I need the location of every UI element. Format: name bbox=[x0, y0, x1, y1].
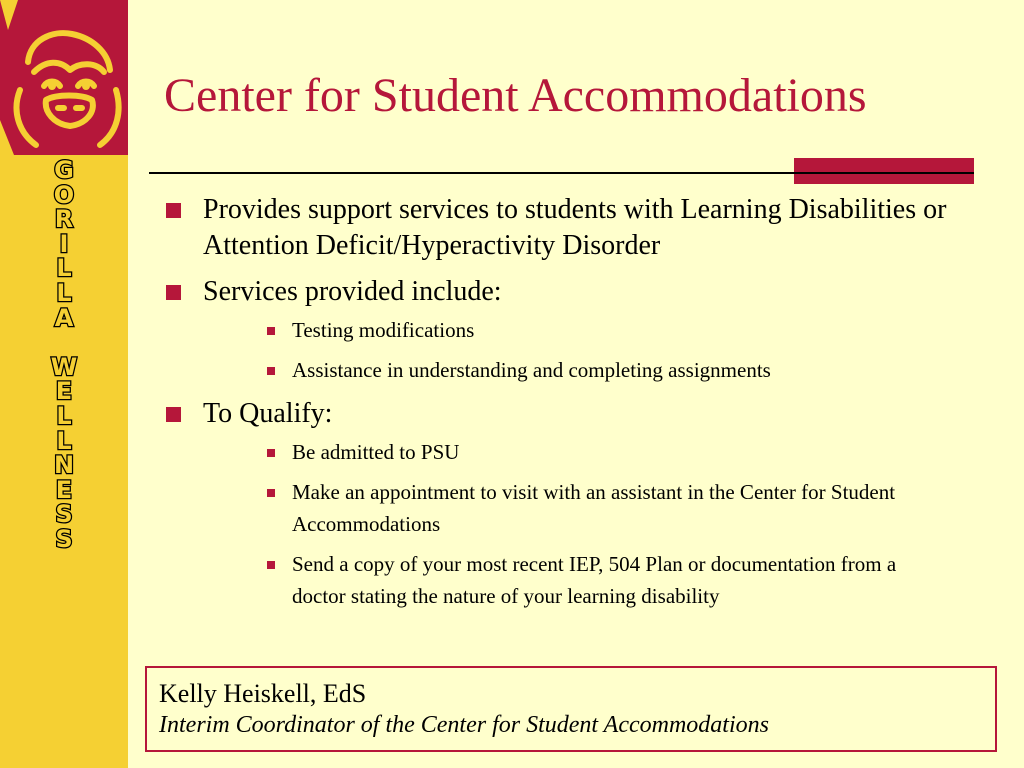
sub-bullet-assistance: Assistance in understanding and completing assignments bbox=[267, 354, 946, 386]
sub-bullet-appointment: Make an appointment to visit with an assistant in the Center for Student Accommodations bbox=[267, 476, 946, 540]
bullet-services-provided: Services provided include: bbox=[166, 274, 976, 310]
vertical-letter: A bbox=[54, 303, 74, 332]
qualify-sublist bbox=[166, 436, 976, 612]
services-sublist bbox=[166, 314, 976, 386]
vertical-letter: L bbox=[56, 426, 72, 455]
title-divider-overlay bbox=[794, 172, 974, 174]
slide-content bbox=[166, 192, 976, 622]
gorilla-wellness-vertical-text bbox=[0, 158, 128, 552]
vertical-letter: I bbox=[59, 229, 69, 258]
bullet-to-qualify: To Qualify: bbox=[166, 396, 976, 432]
vertical-letter: G bbox=[54, 156, 74, 184]
vertical-letter: L bbox=[56, 401, 72, 430]
contact-box bbox=[145, 666, 997, 752]
sidebar bbox=[0, 0, 128, 768]
bullet-support-services: Provides support services to students with Learning Disabilities or Attention Deficit/Hyperactivity Disorder bbox=[166, 192, 976, 264]
vertical-letter: S bbox=[55, 500, 73, 529]
vertical-letter: O bbox=[53, 180, 75, 209]
vertical-letter: S bbox=[55, 524, 73, 553]
vertical-letter: N bbox=[53, 451, 75, 480]
vertical-letter: W bbox=[50, 352, 78, 381]
vertical-letter: L bbox=[56, 254, 72, 283]
vertical-letter: E bbox=[55, 475, 73, 504]
slide-title: Center for Student Accommodations bbox=[164, 69, 867, 122]
contact-name: Kelly Heiskell, EdS bbox=[159, 679, 367, 708]
sub-bullet-testing: Testing modifications bbox=[267, 314, 946, 346]
logo bbox=[0, 0, 128, 155]
contact-role: Interim Coordinator of the Center for Student Accommodations bbox=[159, 712, 769, 738]
title-accent-bar bbox=[794, 158, 974, 184]
vertical-letter: L bbox=[56, 278, 72, 307]
sub-bullet-admitted: Be admitted to PSU bbox=[267, 436, 946, 468]
sub-bullet-documentation: Send a copy of your most recent IEP, 504 Plan or documentation from a doctor stating the nature of your learning disability bbox=[267, 548, 946, 612]
vertical-letter: R bbox=[54, 205, 74, 234]
vertical-letter: E bbox=[55, 377, 73, 406]
gorilla-head-icon bbox=[0, 0, 128, 155]
